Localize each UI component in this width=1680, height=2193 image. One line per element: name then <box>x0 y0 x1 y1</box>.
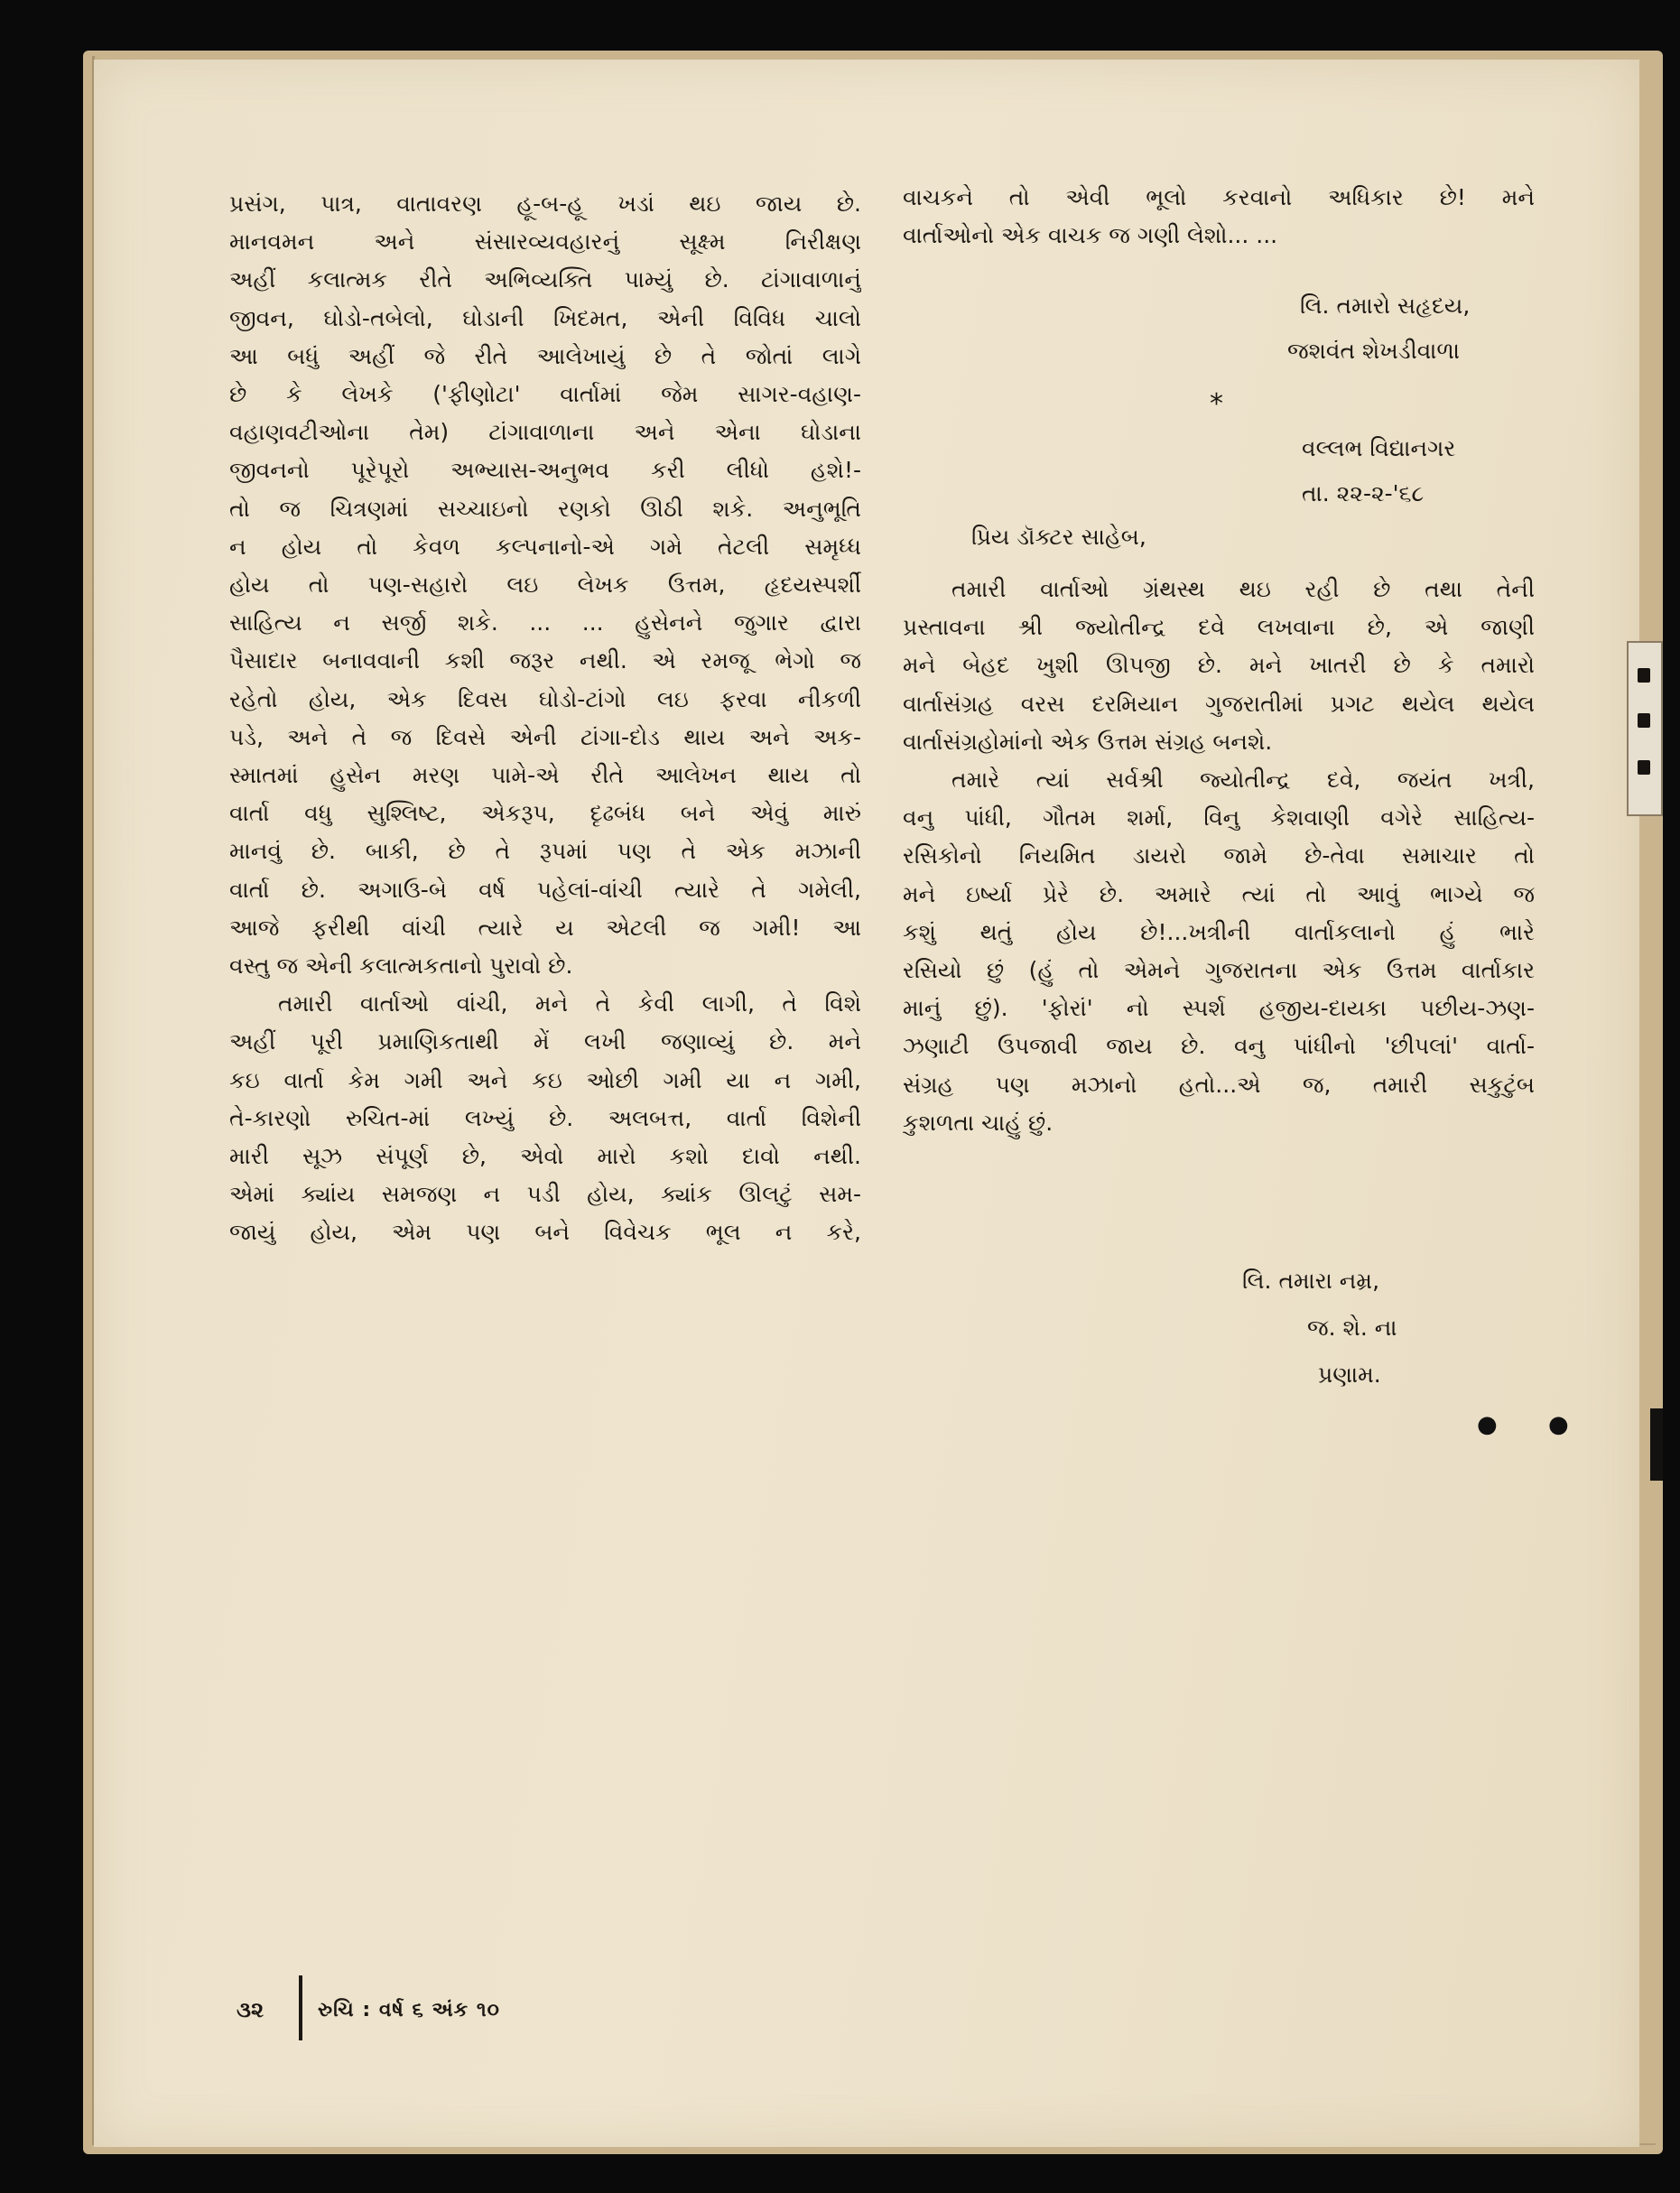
text-line: રહેતો હોય, એક દિવસ ઘોડો-ટાંગો લઇ ફરવા નીકળી <box>229 685 861 712</box>
text-line: આજે ફરીથી વાંચી ત્યારે ય એટલી જ ગમી! આ <box>229 914 861 941</box>
text-line: માનવમન અને સંસારવ્યવહારનું સૂક્ષ્મ નિરીક્ષણ <box>229 228 861 256</box>
text-line: ઝણાટી ઉપજાવી જાય છે. વનુ પાંધીનો 'છીપલાં' વાર્તા- <box>903 1033 1535 1060</box>
text-line: વાર્તા છે. અગાઉ-બે વર્ષ પહેલાં-વાંચી ત્યારે તે ગમેલી, <box>229 876 861 903</box>
text-line: માનું છું). 'ફોરાં' નો સ્પર્શ હજીય-દાયકા પછીય-ઝણ- <box>903 995 1535 1022</box>
text-line: મને બેહદ ખુશી ઊપજી છે. મને ખાતરી છે કે તમારો <box>903 652 1535 679</box>
text-line: વનુ પાંધી, ગૌતમ શર્મા, વિનુ કેશવાણી વગેરે સાહિત્ય- <box>903 804 1535 832</box>
text-line: રસિકોનો નિયમિત ડાયરો જામે છે-તેવા સમાચાર તો <box>903 842 1535 869</box>
text-line: માનવું છે. બાકી, છે તે રૂપમાં પણ તે એક મઝાની <box>229 838 861 865</box>
text-line: કઇ વાર્તા કેમ ગમી અને કઇ ઓછી ગમી યા ન ગમી, <box>229 1066 861 1093</box>
text-line: કશું થતું હોય છે!...ખત્રીની વાર્તાકલાનો હું ભારે <box>903 918 1535 945</box>
text-line: વાર્તા વધુ સુશ્લિષ્ટ, એકરૂપ, દૃઢબંધ બને એવું મારું <box>229 800 861 827</box>
closing-line: લિ. તમારા નમ્ર, <box>1242 1268 1380 1294</box>
text-line: સંગ્રહ પણ મઝાનો હતો...એ જ, તમારી સકુટુંબ <box>903 1071 1535 1098</box>
text-line: અહીં પૂરી પ્રમાણિકતાથી મેં લખી જણાવ્યું છે. મને <box>229 1028 861 1055</box>
text-line: સ્માતમાં હુસેન મરણ પામે-એ રીતે આલેખન થાય તો <box>229 762 861 789</box>
letter-salutation: પ્રિય ડૉક્ટર સાહેબ, <box>971 524 1146 550</box>
text-line: મને ઇર્ષ્યા પ્રેરે છે. અમારે ત્યાં તો આવું ભાગ્યે જ <box>903 880 1535 907</box>
text-line: મારી સૂઝ સંપૂર્ણ છે, એવો મારો કશો દાવો નથી. <box>229 1143 861 1170</box>
text-line: તમારી વાર્તાઓ ગ્રંથસ્થ થઇ રહી છે તથા તેની <box>951 576 1535 602</box>
text-line: વાર્તાસંગ્રહોમાંનો એક ઉત્તમ સંગ્રહ બનશે. <box>903 728 1273 755</box>
text-line: વાચકને તો એવી ભૂલો કરવાનો અધિકાર છે! મને <box>903 184 1535 210</box>
letter-place: વલ્લભ વિદ્યાનગર <box>1302 435 1456 461</box>
text-line: હોય તો પણ-સહારો લઇ લેખક ઉત્તમ, હૃદયસ્પર્શી <box>229 571 861 599</box>
text-line: વાર્તાસંગ્રહ વરસ દરમિયાન ગુજરાતીમાં પ્રગટ થયેલ થયેલ <box>903 690 1535 717</box>
end-mark: ● ● <box>1477 1411 1591 1438</box>
signoff-name: જશવંત શેખડીવાળા <box>1287 338 1461 364</box>
letter-date: તા. ૨૨-૨-'૬૮ <box>1302 480 1425 506</box>
footer-divider <box>299 1975 302 2040</box>
page-number: ૩૨ <box>237 1997 265 2022</box>
letter-body <box>903 571 1535 1142</box>
text-line: ન હોય તો કેવળ કલ્પનાનો-એ ગમે તેટલી સમૃધ્ધ <box>229 533 861 560</box>
text-line: તે-કારણો રુચિત-માં લખ્યું છે. અલબત્ત, વાર્તા વિશેની <box>229 1104 861 1131</box>
text-line: રસિયો છું (હું તો એમને ગુજરાતના એક ઉત્તમ વાર્તાકાર <box>903 957 1535 984</box>
text-line: પૈસાદાર બનાવવાની કશી જરૂર નથી. એ રમજૂ ભેગો જ <box>229 647 861 674</box>
text-line: જીવનનો પૂરેપૂરો અભ્યાસ-અનુભવ કરી લીધો હશે!- <box>229 457 861 484</box>
right-column-top <box>903 179 1535 255</box>
text-line: સાહિત્ય ન સર્જી શકે. ... ... હુસેનને જુગાર દ્વારા <box>229 609 861 637</box>
closing-initials: જ. શે. ના <box>1307 1315 1397 1341</box>
binding-tape <box>1627 641 1663 816</box>
text-line: જીવન, ઘોડો-તબેલો, ઘોડાની ખિદમત, એની વિવિધ ચાલો <box>229 304 861 331</box>
text-line: આ બધું અહીં જે રીતે આલેખાયું છે તે જોતાં લાગે <box>229 342 861 369</box>
text-line: તમારી વાર્તાઓ વાંચી, મને તે કેવી લાગી, તે વિશે <box>278 990 861 1018</box>
text-line: છે કે લેખકે ('ફીણોટા' વાર્તામાં જેમ સાગર-વહાણ- <box>229 381 861 408</box>
text-line: પ્રસ્તાવના શ્રી જ્યોતીન્દ્ર દવે લખવાના છે, એ જાણી <box>903 614 1535 641</box>
text-line: પડે, અને તે જ દિવસે એની ટાંગા-દોડ થાય અને અક- <box>229 723 861 750</box>
text-line: તમારે ત્યાં સર્વશ્રી જ્યોતીન્દ્ર દવે, જયંત ખત્રી, <box>951 767 1535 794</box>
text-line: વાર્તાઓનો એક વાચક જ ગણી લેશો... ... <box>903 222 1278 249</box>
section-separator: * <box>1210 388 1223 420</box>
text-line: વહાણવટીઓના તેમ) ટાંગાવાળાના અને એના ઘોડાના <box>229 419 861 446</box>
journal-footer: રુચિ : વર્ષ ૬ અંક ૧૦ <box>318 1999 500 2021</box>
text-line: એમાં ક્યાંય સમજણ ન પડી હોય, ક્યાંક ઊલટું સમ- <box>229 1181 861 1208</box>
signoff-line: લિ. તમારો સહૃદય, <box>1300 293 1471 319</box>
closing-greeting: પ્રણામ. <box>1318 1361 1381 1388</box>
text-line: પ્રસંગ, પાત્ર, વાતાવરણ હૂ-બ-હૂ ખડાં થઇ જાય છે. <box>229 190 861 217</box>
binding-staple <box>1650 1408 1663 1481</box>
left-column <box>229 185 861 1252</box>
text-line: વસ્તુ જ એની કલાત્મકતાનો પુરાવો છે. <box>229 952 573 980</box>
text-line: કુશળતા ચાહું છું. <box>903 1109 1053 1136</box>
text-line: જાયું હોય, એમ પણ બને વિવેચક ભૂલ ન કરે, <box>229 1219 861 1246</box>
text-line: અહીં કલાત્મક રીતે અભિવ્યક્તિ પામ્યું છે. ટાંગાવાળાનું <box>229 266 861 293</box>
text-line: તો જ ચિત્રણમાં સચ્ચાઇનો રણકો ઊઠી શકે. અનુભૂતિ <box>229 495 861 522</box>
